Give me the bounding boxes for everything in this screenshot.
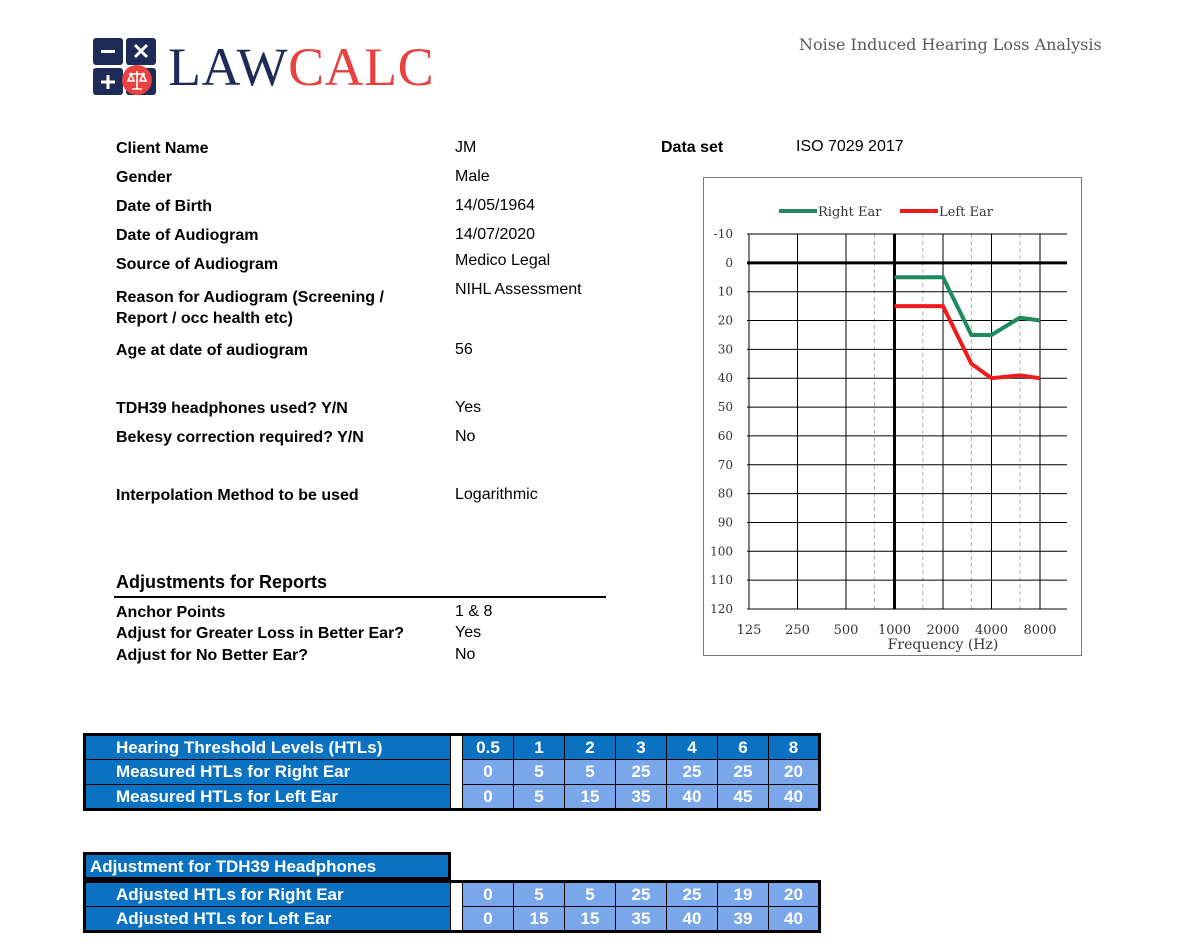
- htl-cell: 25: [616, 760, 667, 785]
- measured-right-row: [85, 760, 820, 785]
- dataset-label: Data set: [661, 139, 724, 156]
- adjusted-htl-cell: 25: [667, 882, 718, 907]
- htl-header-row: [85, 735, 820, 760]
- htl-cell: 5: [514, 785, 565, 810]
- adjusted-htl-cell: 40: [667, 907, 718, 932]
- brand-law: LAW: [168, 37, 289, 97]
- htl-cell: 0: [463, 760, 514, 785]
- reason-value: NIHL Assessment: [455, 281, 582, 298]
- doa-value: 14/07/2020: [455, 226, 536, 243]
- htl-cell: 45: [718, 785, 769, 810]
- gender-label: Gender: [116, 169, 173, 186]
- adjustments-title: Adjustments for Reports: [116, 572, 328, 592]
- y-tick-label: 60: [717, 428, 733, 443]
- brand-logo: [168, 36, 434, 98]
- tdh-label: TDH39 headphones used? Y/N: [116, 400, 348, 417]
- freq-cell: 1: [514, 735, 565, 760]
- greater-loss-value: Yes: [455, 624, 482, 641]
- adjusted-htl-cell: 20: [769, 882, 820, 907]
- htl-cell: 35: [616, 785, 667, 810]
- x-tick-label: 2000: [926, 623, 960, 638]
- dob-label: Date of Birth: [116, 198, 212, 215]
- report-subtitle: Noise Induced Hearing Loss Analysis: [799, 35, 1102, 54]
- gender-value: Male: [455, 168, 490, 185]
- dob-value: 14/05/1964: [455, 197, 536, 214]
- freq-cell: 2: [565, 735, 616, 760]
- measured-left-row: [85, 785, 820, 810]
- htl-cell: 5: [565, 760, 616, 785]
- measured-left-label: Measured HTLs for Left Ear: [85, 785, 451, 810]
- freq-cell: 6: [718, 735, 769, 760]
- htl-cell: 0: [463, 785, 514, 810]
- client-name-value: JM: [455, 139, 477, 156]
- y-tick-label: 120: [710, 602, 733, 616]
- legend-left-ear-label: Left Ear: [939, 205, 993, 220]
- htl-cell: 40: [667, 785, 718, 810]
- y-tick-label: 90: [717, 515, 733, 530]
- adjusted-htl-cell: 35: [616, 907, 667, 932]
- adjusted-htl-cell: 5: [565, 882, 616, 907]
- htl-cell: 40: [769, 785, 820, 810]
- adjusted-left-row: [85, 907, 820, 932]
- reason-label-line1: Reason for Audiogram (Screening /: [116, 289, 384, 306]
- adjusted-left-label: Adjusted HTLs for Left Ear: [85, 907, 451, 932]
- no-better-ear-label: Adjust for No Better Ear?: [116, 647, 309, 664]
- measured-right-label: Measured HTLs for Right Ear: [85, 760, 451, 785]
- y-tick-label: 80: [717, 486, 733, 501]
- legend-right-ear-label: Right Ear: [818, 205, 882, 220]
- x-axis-title: Frequency (Hz): [887, 637, 999, 653]
- htl-cell: 25: [667, 760, 718, 785]
- y-tick-label: 110: [710, 573, 733, 588]
- x-tick-label: 4000: [974, 623, 1009, 638]
- y-tick-label: 20: [717, 313, 733, 328]
- reason-label-line2: Report / occ health etc): [116, 310, 293, 327]
- bekesy-value: No: [455, 428, 476, 445]
- adjusted-htl-cell: 19: [718, 882, 769, 907]
- x-tick-label: 125: [736, 623, 762, 638]
- y-tick-label: 30: [717, 342, 733, 357]
- htl-cell: 5: [514, 760, 565, 785]
- tdh-value: Yes: [455, 399, 482, 416]
- no-better-ear-value: No: [455, 646, 476, 663]
- bekesy-label: Bekesy correction required? Y/N: [116, 429, 364, 446]
- audiogram-chart: [703, 177, 1082, 656]
- interp-value: Logarithmic: [455, 486, 538, 503]
- htl-cell: 20: [769, 760, 820, 785]
- freq-cell: 4: [667, 735, 718, 760]
- y-tick-label: 100: [710, 544, 733, 559]
- client-name-label: Client Name: [116, 140, 209, 157]
- age-value: 56: [455, 341, 473, 358]
- brand-calc: CALC: [288, 37, 435, 97]
- tdh-adjusted-table: [83, 880, 821, 933]
- anchor-value: 1 & 8: [455, 603, 493, 620]
- adjusted-htl-cell: 15: [514, 907, 565, 932]
- y-tick-label: 0: [725, 255, 733, 270]
- adjusted-htl-cell: 15: [565, 907, 616, 932]
- calculator-scales-logo-icon: [93, 38, 156, 95]
- greater-loss-label: Adjust for Greater Loss in Better Ear?: [116, 625, 405, 642]
- x-tick-label: 250: [785, 623, 810, 638]
- htl-header-label: Hearing Threshold Levels (HTLs): [85, 735, 451, 760]
- y-tick-label: 70: [717, 457, 733, 472]
- doa-label: Date of Audiogram: [116, 227, 259, 244]
- adjusted-htl-cell: 0: [463, 882, 514, 907]
- tdh-adjustment-title: Adjustment for TDH39 Headphones: [83, 852, 451, 880]
- y-tick-label: 40: [717, 371, 733, 386]
- y-tick-label: 50: [717, 400, 733, 415]
- y-tick-label: -10: [713, 227, 733, 241]
- adjusted-right-label: Adjusted HTLs for Right Ear: [85, 882, 451, 907]
- x-tick-label: 500: [833, 623, 859, 638]
- adjusted-htl-cell: 0: [463, 907, 514, 932]
- y-tick-label: 10: [717, 284, 733, 299]
- freq-cell: 8: [769, 735, 820, 760]
- freq-cell: 3: [616, 735, 667, 760]
- adjusted-htl-cell: 25: [616, 882, 667, 907]
- source-value: Medico Legal: [455, 252, 551, 269]
- adjusted-htl-cell: 5: [514, 882, 565, 907]
- source-label: Source of Audiogram: [116, 256, 279, 273]
- anchor-label: Anchor Points: [116, 604, 226, 621]
- audiogram-svg: [704, 178, 1083, 657]
- freq-cell: 0.5: [463, 735, 514, 760]
- dataset-value: ISO 7029 2017: [796, 138, 904, 155]
- x-tick-label: 8000: [1023, 623, 1057, 638]
- section-divider: [114, 596, 606, 598]
- age-label: Age at date of audiogram: [116, 342, 309, 359]
- htl-cell: 25: [718, 760, 769, 785]
- htl-cell: 15: [565, 785, 616, 810]
- x-tick-label: 1000: [877, 623, 912, 638]
- adjusted-right-row: [85, 882, 820, 907]
- adjusted-htl-cell: 39: [718, 907, 769, 932]
- htl-table: [83, 733, 821, 811]
- adjusted-htl-cell: 40: [769, 907, 820, 932]
- interp-label: Interpolation Method to be used: [116, 487, 359, 504]
